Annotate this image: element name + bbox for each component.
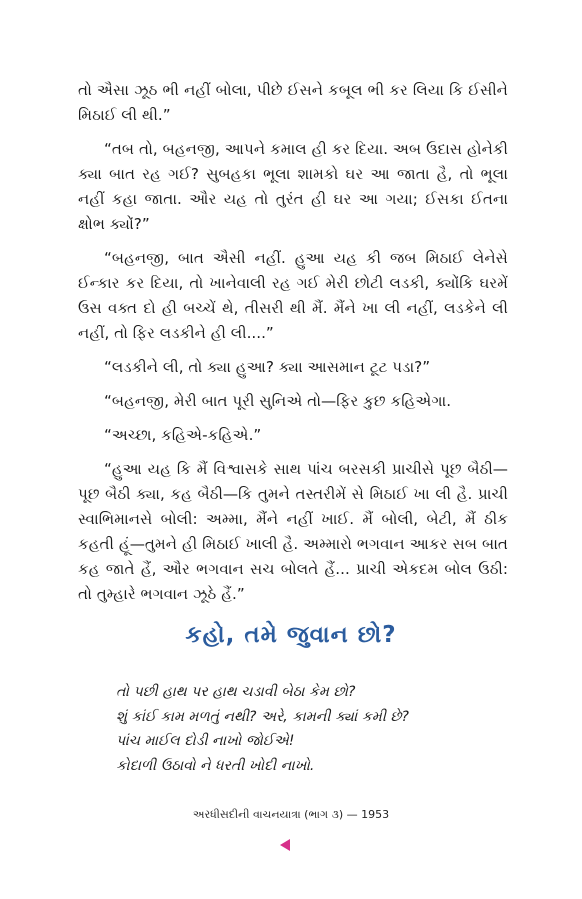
poem-line: તો પછી હાથ પર હાથ ચડાવી બેઠા કેમ છો? xyxy=(116,684,356,700)
poem-line: કોદાળી ઉઠાવો ને ધરતી ખોદી નાખો. xyxy=(116,757,315,774)
page-footer: અરધીસદીની વાચનયાત્રા (ભાગ ૩) — 1953 xyxy=(192,808,390,821)
previous-page-icon[interactable] xyxy=(280,839,290,851)
paragraph: “તબ તો, બહનજી, આપને કમાલ હી કર દિયા. અબ ઉદાસ હોનેકી ક્યા બાત રહ ગઈ? સુબહકા ભૂલા શામકો ઘર આ જાતા હૈ, તો ભૂલા નહીં કહા જાતા. ઔર યહ તો તુરંત હી ઘર આ ગયા; ઈસકા ઈતના ક્ષોભ ક્યોં?” xyxy=(78,140,508,233)
paragraph: “બહનજી, બાત ઐસી નહીં. હુઆ યહ કી જબ મિઠાઈ લેનેસે ઈન્કાર કર દિયા, તો ખાનેવાલી રહ ગઈ મેરી છોટી લડકી, ક્યોંકિ ઘરમેં ઉસ વક્ત દો હી બચ્ચેં થે, તીસરી થી મૈં. મૈંને ખા લી નહીં, લડકેને લી નહીં, તો ફિર લડકીને હી લી....” xyxy=(78,249,508,342)
poem xyxy=(116,680,516,778)
body-text xyxy=(78,78,508,616)
paragraph: “અચ્છા, કહિએ-કહિએ.” xyxy=(104,426,262,444)
poem-line: શું કાંઈ કામ મળતું નથી? અરે, કામની ક્યાં કમી છે? xyxy=(116,708,409,725)
paragraph: “હુઆ યહ કિ મૈં વિશ્વાસકે સાથ પાંચ બરસકી પ્રાચીસે પૂછ બૈઠી—પૂછ બૈઠી ક્યા, કહ બૈઠી—કિ તુમને તસ્તરીમેં સે મિઠાઈ ખા લી હૈ. પ્રાચી સ્વાભિમાનસે બોલી: અમ્મા, મૈંને નહીં ખાઈ. મૈં બોલી, બેટી, મૈં ઠીક કહતી હૂં—તુમને હી મિઠાઈ ખાલી હૈ. અમ્મારો ભગવાન આકર સબ બાત કહ જાતે હૈં, ઔર ભગવાન સચ બોલતે હૈં... પ્રાચી એકદમ બોલ ઉઠી: તો તુમ્હારે ભગવાન ઝૂઠે હૈં.” xyxy=(78,460,508,603)
poem-line: પાંચ માઈલ દોડી નાખો જોઈએ! xyxy=(116,733,295,749)
paragraph: “લડકીને લી, તો ક્યા હુઆ? ક્યા આસમાન ટૂટ પડા?” xyxy=(104,358,431,376)
paragraph: “બહનજી, મેરી બાત પૂરી સુનિએ તો—ફિર કુછ કહિએગા. xyxy=(104,392,452,410)
paragraph: તો ઐસા ઝૂઠ ભી નહીં બોલા, પીછે ઈસને કબૂલ ભી કર લિયા કિ ઈસીને મિઠાઈ લી થી.” xyxy=(78,81,508,124)
section-heading: કહો, તમે જુવાન છો? xyxy=(185,622,397,648)
